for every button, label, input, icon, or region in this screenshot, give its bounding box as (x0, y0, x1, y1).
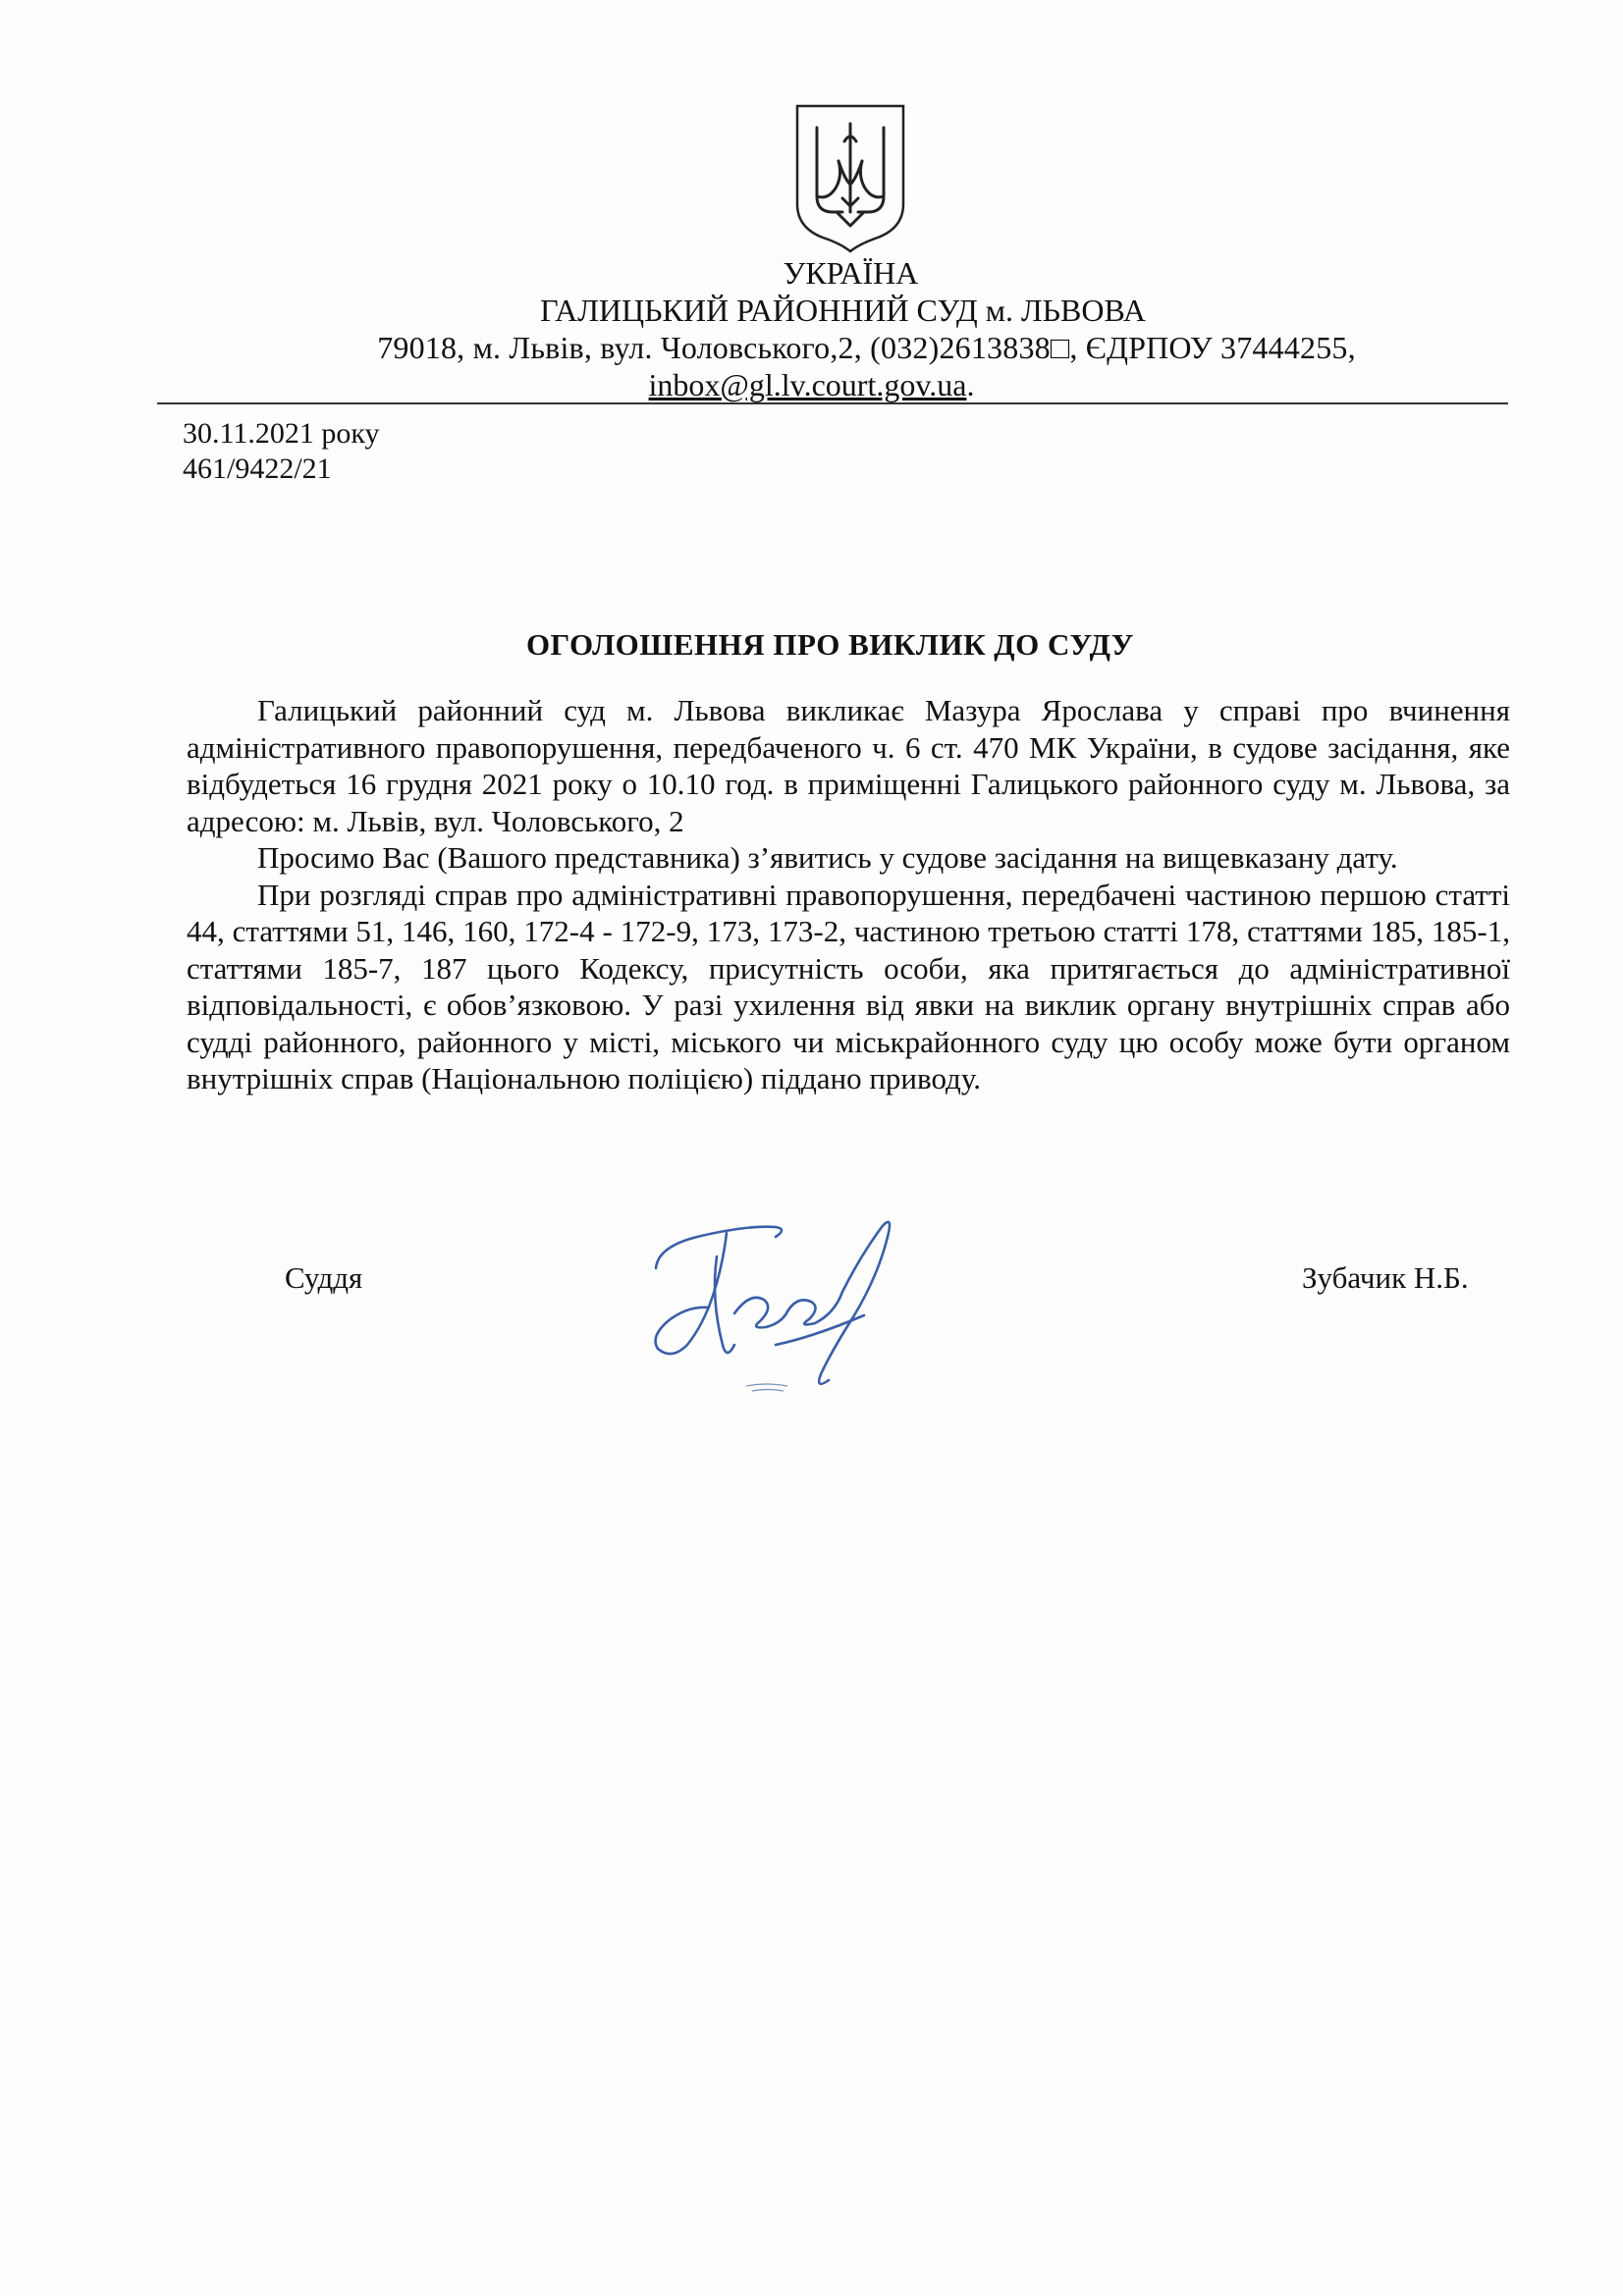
case-number: 461/9422/21 (183, 453, 332, 485)
header-divider (157, 402, 1508, 404)
document-title: ОГОЛОШЕННЯ ПРО ВИКЛИК ДО СУДУ (525, 627, 1135, 662)
document-body (187, 692, 1510, 1097)
body-paragraph: При розгляді справ про адміністративні правопорушення, передбачені частиною першою статті 44, статтями 51, 146, 160, 172-4 - 172-9, 173, 173-2, частиною третьою статті 178, статтями 185, 185-1, статтями 185-7, 187 цього Кодексу, присутність особи, яка притягається до адміністративної відповідальності, є обов’язковою. У разі ухилення від явки на виклик органу внутрішніх справ або судді районного, районного у місті, міського чи міськрайонного суду цю особу може бути органом внутрішніх справ (Національною поліцією) піддано приводу. (187, 877, 1510, 1095)
header-email-line (0, 365, 1623, 404)
header-country: УКРАЇНА (783, 255, 919, 291)
handwritten-signature-icon (628, 1198, 923, 1404)
email-link[interactable]: inbox@gl.lv.court.gov.ua (648, 367, 967, 402)
body-paragraph: Галицький районний суд м. Львова викликає Мазура Ярослава у справі про вчинення адміністративного правопорушення, передбаченого ч. 6 ст. 470 МК України, в судове засідання, яке відбудеться 16 грудня 2021 року о 10.10 год. в приміщенні Галицького районного суду м. Львова, за адресою: м. Львів, вул. Чоловського, 2 (187, 693, 1510, 838)
email-suffix: . (966, 367, 975, 402)
header-address: 79018, м. Львів, вул. Чоловського,2, (032)2613838□, ЄДРПОУ 37444255, (377, 330, 1356, 365)
signature-label: Суддя (285, 1260, 363, 1295)
judge-name: Зубачик Н.Б. (1302, 1260, 1469, 1295)
trident-coat-of-arms-icon (793, 102, 907, 253)
header-court-name: ГАЛИЦЬКИЙ РАЙОННИЙ СУД м. ЛЬВОВА (540, 293, 1146, 328)
document-date: 30.11.2021 року (183, 417, 380, 450)
body-paragraph: Просимо Вас (Вашого представника) з’явитись у судове засідання на вищевказану дату. (257, 840, 1398, 875)
